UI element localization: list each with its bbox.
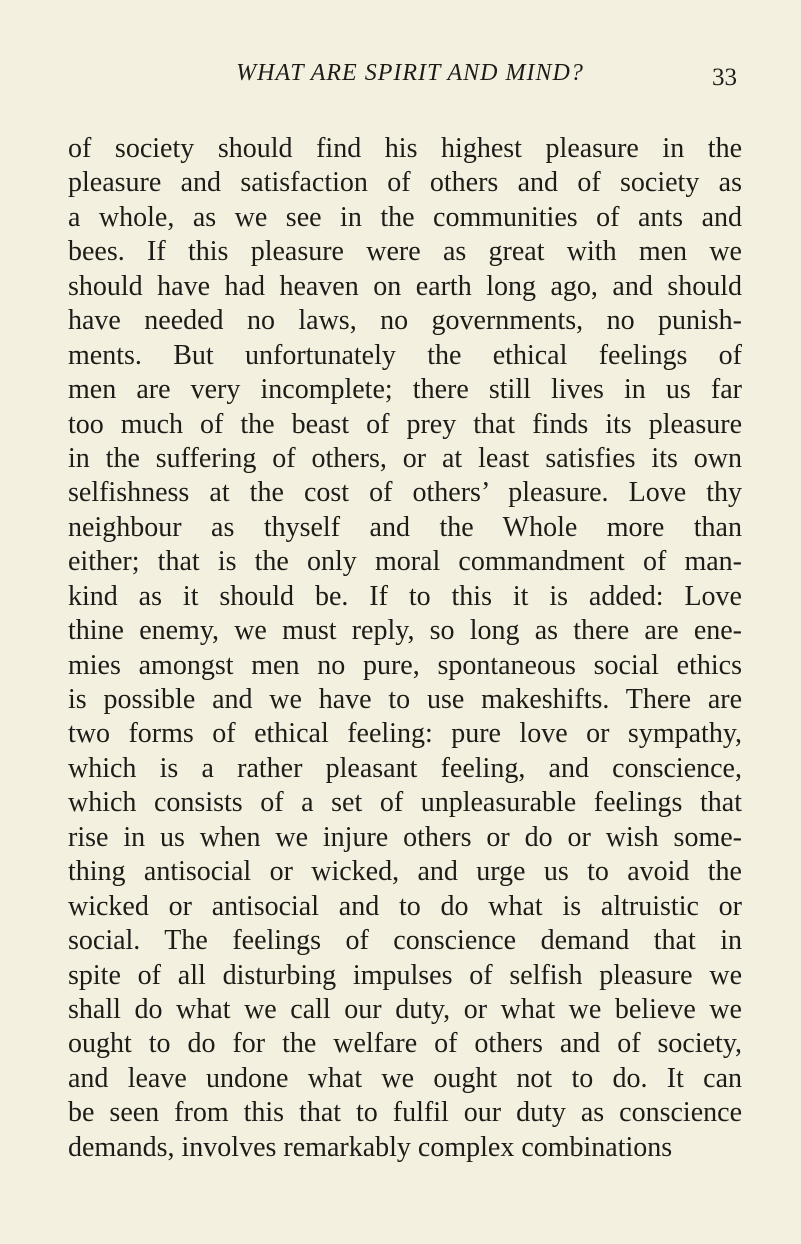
text-line: social. The feelings of conscience demand that in	[68, 925, 742, 957]
text-line: ments. But unfortunately the ethical feelings of	[68, 339, 742, 371]
text-line: should have had heaven on earth long ago, and should	[68, 270, 742, 302]
running-title: WHAT ARE SPIRIT AND MIND?	[236, 60, 584, 86]
text-line: too much of the beast of prey that finds its pleasure	[68, 408, 742, 440]
text-line: neighbour as thyself and the Whole more than	[68, 511, 742, 543]
text-line: of society should find his highest pleasure in the	[68, 133, 742, 164]
text-line: which is a rather pleasant feeling, and conscience,	[68, 752, 742, 784]
text-line: have needed no laws, no governments, no punish-	[68, 305, 742, 337]
text-line: is possible and we have to use makeshifts. There are	[68, 684, 742, 715]
text-line: thine enemy, we must reply, so long as there are ene-	[68, 615, 742, 647]
text-line: kind as it should be. If to this it is added: Love	[68, 580, 742, 612]
text-line: mies amongst men no pure, spontaneous social ethics	[68, 649, 742, 681]
text-line: selfishness at the cost of others’ pleasure. Love thy	[68, 477, 742, 509]
text-line: thing antisocial or wicked, and urge us to avoid the	[68, 856, 742, 888]
text-line: bees. If this pleasure were as great with men we	[68, 236, 742, 268]
text-line: a whole, as we see in the communities of ants and	[68, 201, 742, 233]
body-paragraph	[68, 132, 742, 1165]
text-line: and leave undone what we ought not to do. It can	[68, 1062, 742, 1094]
page-number: 33	[712, 64, 737, 91]
text-line: rise in us when we injure others or do or wish some-	[68, 821, 742, 853]
text-line: wicked or antisocial and to do what is altruistic or	[68, 890, 742, 922]
text-line: pleasure and satisfaction of others and of society as	[68, 167, 742, 199]
text-line: which consists of a set of unpleasurable feelings that	[68, 787, 742, 819]
text-line: spite of all disturbing impulses of selfish pleasure we	[68, 959, 742, 991]
text-line: ought to do for the welfare of others and of society,	[68, 1028, 742, 1060]
text-line: either; that is the only moral commandment of man-	[68, 546, 742, 578]
text-line: men are very incomplete; there still lives in us far	[68, 374, 742, 406]
text-line: in the suffering of others, or at least satisfies its own	[68, 442, 742, 474]
text-line: two forms of ethical feeling: pure love or sympathy,	[68, 718, 742, 750]
text-line: shall do what we call our duty, or what we believe we	[68, 993, 742, 1025]
text-line: demands, involves remarkably complex combinations	[68, 1131, 673, 1163]
text-line: be seen from this that to fulfil our duty as conscience	[68, 1097, 742, 1129]
